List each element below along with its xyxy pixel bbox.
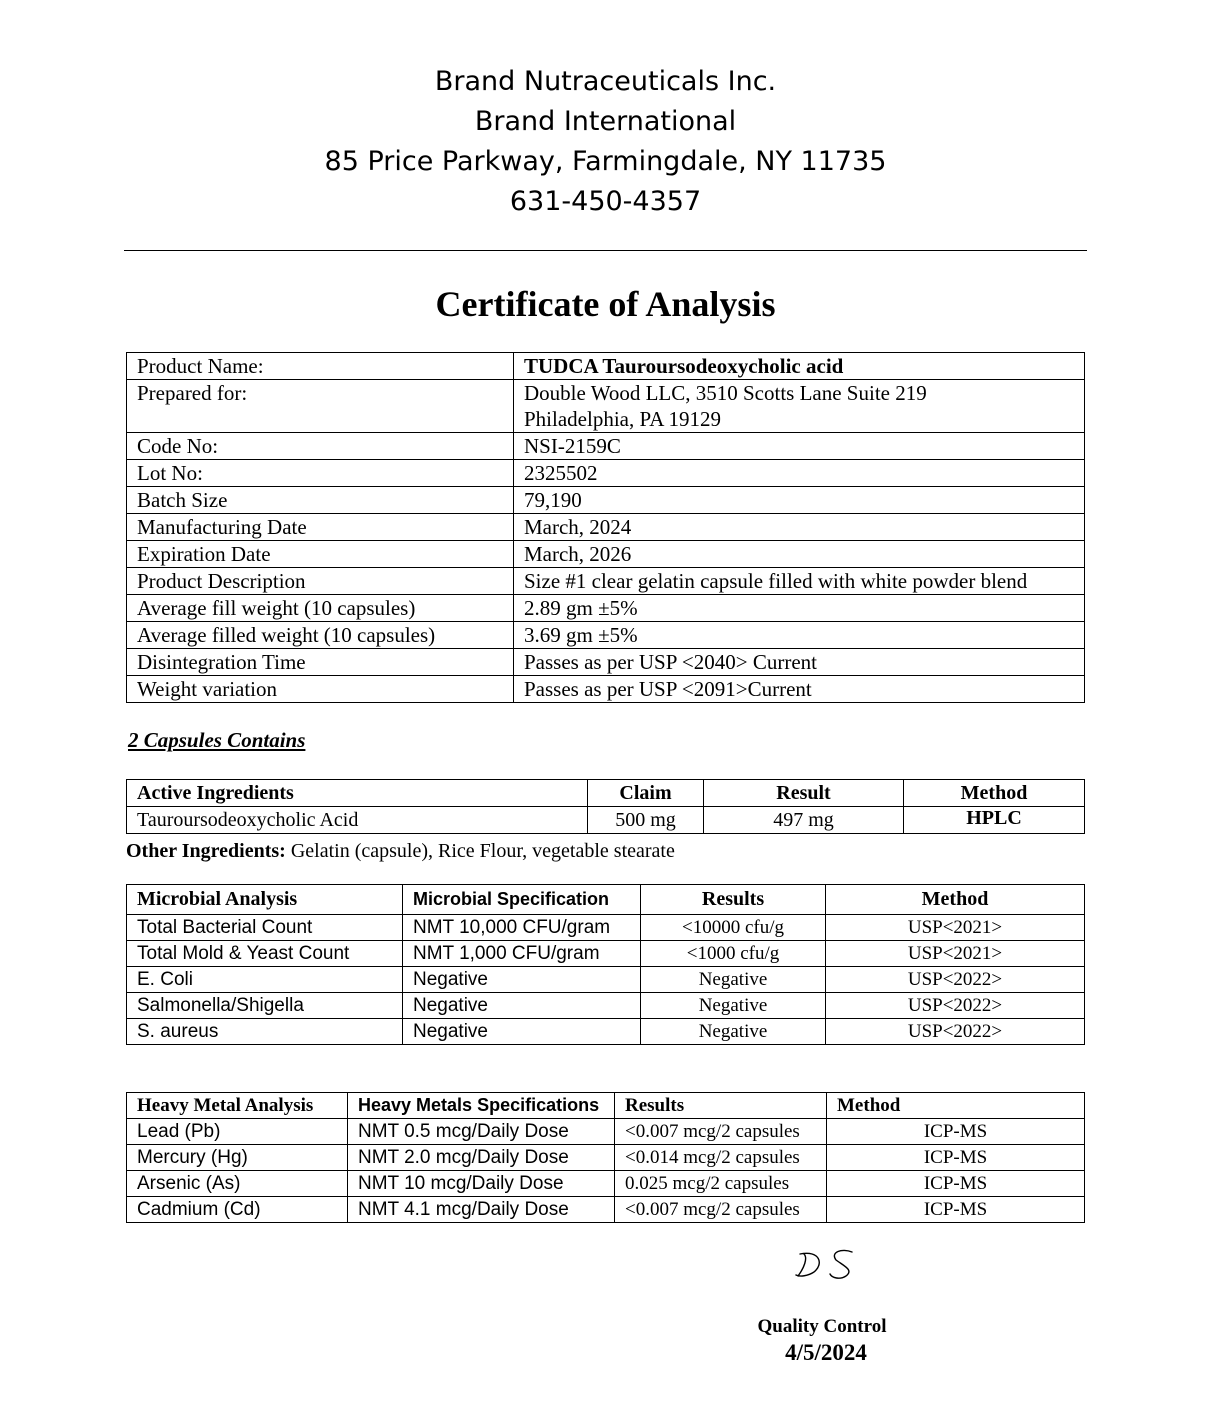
- microbial-row: [127, 993, 1085, 1019]
- product-info-label: Product Description: [127, 568, 514, 595]
- quality-control-label: Quality Control: [757, 1316, 887, 1337]
- microbial-result: Negative: [641, 967, 826, 993]
- microbial-analysis: Salmonella/Shigella: [127, 993, 403, 1019]
- microbial-spec: NMT 1,000 CFU/gram: [403, 941, 641, 967]
- heavy-metal-row: [127, 1145, 1085, 1171]
- microbial-method: USP<2022>: [826, 993, 1085, 1019]
- product-info-row: [127, 460, 1085, 487]
- other-ingredients-label: Other Ingredients:: [126, 840, 286, 862]
- product-info-value: 79,190: [514, 487, 1085, 514]
- microbial-result: Negative: [641, 1019, 826, 1045]
- microbial-spec: NMT 10,000 CFU/gram: [403, 915, 641, 941]
- microbial-table: [126, 884, 1085, 1045]
- company-header: [0, 62, 1211, 222]
- active-header-claim: Claim: [588, 780, 704, 807]
- active-ingredients-table: [126, 779, 1085, 834]
- active-header-result: Result: [704, 780, 904, 807]
- heavy-metal-method: ICP-MS: [827, 1171, 1085, 1197]
- prepared-for-line2: Philadelphia, PA 19129: [524, 407, 721, 431]
- signature-initials: [790, 1240, 870, 1284]
- company-phone: 631-450-4357: [509, 186, 702, 217]
- product-info-label: Code No:: [127, 433, 514, 460]
- microbial-analysis: S. aureus: [127, 1019, 403, 1045]
- microbial-header-row: [127, 885, 1085, 915]
- product-name-row: [127, 353, 1085, 380]
- product-name-label: Product Name:: [127, 353, 514, 380]
- microbial-analysis: Total Mold & Yeast Count: [127, 941, 403, 967]
- product-info-row: [127, 568, 1085, 595]
- microbial-header-analysis: Microbial Analysis: [127, 885, 403, 915]
- product-info-row: [127, 649, 1085, 676]
- heavy-header-row: [127, 1093, 1085, 1119]
- other-ingredients: [126, 838, 675, 864]
- heavy-metal-analysis: Lead (Pb): [127, 1119, 348, 1145]
- heavy-header-analysis: Heavy Metal Analysis: [127, 1093, 348, 1119]
- serving-heading: 2 Capsules Contains: [128, 728, 306, 752]
- heavy-metal-spec: NMT 0.5 mcg/Daily Dose: [348, 1119, 615, 1145]
- active-ingredient: Tauroursodeoxycholic Acid: [127, 807, 588, 834]
- heavy-metal-result: 0.025 mcg/2 capsules: [615, 1171, 827, 1197]
- product-info-row: [127, 514, 1085, 541]
- heavy-header-method: Method: [827, 1093, 1085, 1119]
- microbial-row: [127, 915, 1085, 941]
- product-info-value: Size #1 clear gelatin capsule filled with white powder blend: [514, 568, 1085, 595]
- heavy-metals-table: [126, 1092, 1085, 1223]
- active-header-ingredient: Active Ingredients: [127, 780, 588, 807]
- heavy-metal-result: <0.007 mcg/2 capsules: [615, 1197, 827, 1223]
- product-info-label: Disintegration Time: [127, 649, 514, 676]
- header-divider: [124, 250, 1087, 251]
- product-name-value: TUDCA Tauroursodeoxycholic acid: [514, 353, 1085, 380]
- product-info-value: 3.69 gm ±5%: [514, 622, 1085, 649]
- heavy-metal-result: <0.014 mcg/2 capsules: [615, 1145, 827, 1171]
- active-claim: 500 mg: [588, 807, 704, 834]
- product-info-row: [127, 622, 1085, 649]
- product-info-label: Average filled weight (10 capsules): [127, 622, 514, 649]
- product-info-value: NSI-2159C: [514, 433, 1085, 460]
- heavy-header-spec: Heavy Metals Specifications: [348, 1093, 615, 1119]
- product-info-value: March, 2026: [514, 541, 1085, 568]
- company-division: Brand International: [474, 106, 737, 137]
- signoff-date: 4/5/2024: [785, 1340, 867, 1365]
- active-row: [127, 807, 1085, 834]
- product-info-row: [127, 541, 1085, 568]
- heavy-metal-method: ICP-MS: [827, 1197, 1085, 1223]
- other-ingredients-text: Gelatin (capsule), Rice Flour, vegetable stearate: [285, 840, 675, 862]
- microbial-header-spec: Microbial Specification: [403, 885, 641, 915]
- heavy-metal-result: <0.007 mcg/2 capsules: [615, 1119, 827, 1145]
- microbial-result: <1000 cfu/g: [641, 941, 826, 967]
- microbial-spec: Negative: [403, 967, 641, 993]
- microbial-method: USP<2022>: [826, 1019, 1085, 1045]
- microbial-header-method: Method: [826, 885, 1085, 915]
- product-info-label: Average fill weight (10 capsules): [127, 595, 514, 622]
- microbial-analysis: E. Coli: [127, 967, 403, 993]
- company-address: 85 Price Parkway, Farmingdale, NY 11735: [324, 146, 887, 177]
- company-name: Brand Nutraceuticals Inc.: [434, 66, 777, 97]
- microbial-method: USP<2021>: [826, 915, 1085, 941]
- prepared-for-line1: Double Wood LLC, 3510 Scotts Lane Suite 219: [524, 381, 927, 405]
- heavy-metal-spec: NMT 2.0 mcg/Daily Dose: [348, 1145, 615, 1171]
- microbial-spec: Negative: [403, 993, 641, 1019]
- heavy-metal-spec: NMT 4.1 mcg/Daily Dose: [348, 1197, 615, 1223]
- heavy-header-results: Results: [615, 1093, 827, 1119]
- heavy-metal-row: [127, 1119, 1085, 1145]
- heavy-metal-spec: NMT 10 mcg/Daily Dose: [348, 1171, 615, 1197]
- active-result: 497 mg: [704, 807, 904, 834]
- document-title: Certificate of Analysis: [435, 284, 776, 324]
- active-header-row: [127, 780, 1085, 807]
- heavy-metal-analysis: Cadmium (Cd): [127, 1197, 348, 1223]
- microbial-result: Negative: [641, 993, 826, 1019]
- product-info-label: Expiration Date: [127, 541, 514, 568]
- product-info-value: 2.89 gm ±5%: [514, 595, 1085, 622]
- product-info-value: March, 2024: [514, 514, 1085, 541]
- product-info-row: [127, 595, 1085, 622]
- microbial-row: [127, 967, 1085, 993]
- product-info-table: [126, 352, 1085, 703]
- microbial-analysis: Total Bacterial Count: [127, 915, 403, 941]
- heavy-metal-row: [127, 1171, 1085, 1197]
- microbial-method: USP<2022>: [826, 967, 1085, 993]
- product-info-label: Batch Size: [127, 487, 514, 514]
- heavy-metal-method: ICP-MS: [827, 1145, 1085, 1171]
- product-info-row: [127, 487, 1085, 514]
- heavy-metal-method: ICP-MS: [827, 1119, 1085, 1145]
- heavy-metal-analysis: Arsenic (As): [127, 1171, 348, 1197]
- microbial-result: <10000 cfu/g: [641, 915, 826, 941]
- microbial-row: [127, 941, 1085, 967]
- prepared-for-label: Prepared for:: [127, 380, 514, 433]
- product-info-label: Manufacturing Date: [127, 514, 514, 541]
- microbial-header-results: Results: [641, 885, 826, 915]
- microbial-method: USP<2021>: [826, 941, 1085, 967]
- product-info-value: Passes as per USP <2091>Current: [514, 676, 1085, 703]
- product-info-row: [127, 433, 1085, 460]
- prepared-for-value: [514, 380, 1085, 433]
- product-info-label: Weight variation: [127, 676, 514, 703]
- heavy-metal-row: [127, 1197, 1085, 1223]
- product-info-value: Passes as per USP <2040> Current: [514, 649, 1085, 676]
- heavy-metal-analysis: Mercury (Hg): [127, 1145, 348, 1171]
- product-info-row: [127, 676, 1085, 703]
- product-info-label: Lot No:: [127, 460, 514, 487]
- microbial-spec: Negative: [403, 1019, 641, 1045]
- product-info-value: 2325502: [514, 460, 1085, 487]
- active-header-method: Method: [904, 780, 1085, 807]
- active-method: HPLC: [904, 807, 1085, 834]
- prepared-for-row: [127, 380, 1085, 433]
- microbial-row: [127, 1019, 1085, 1045]
